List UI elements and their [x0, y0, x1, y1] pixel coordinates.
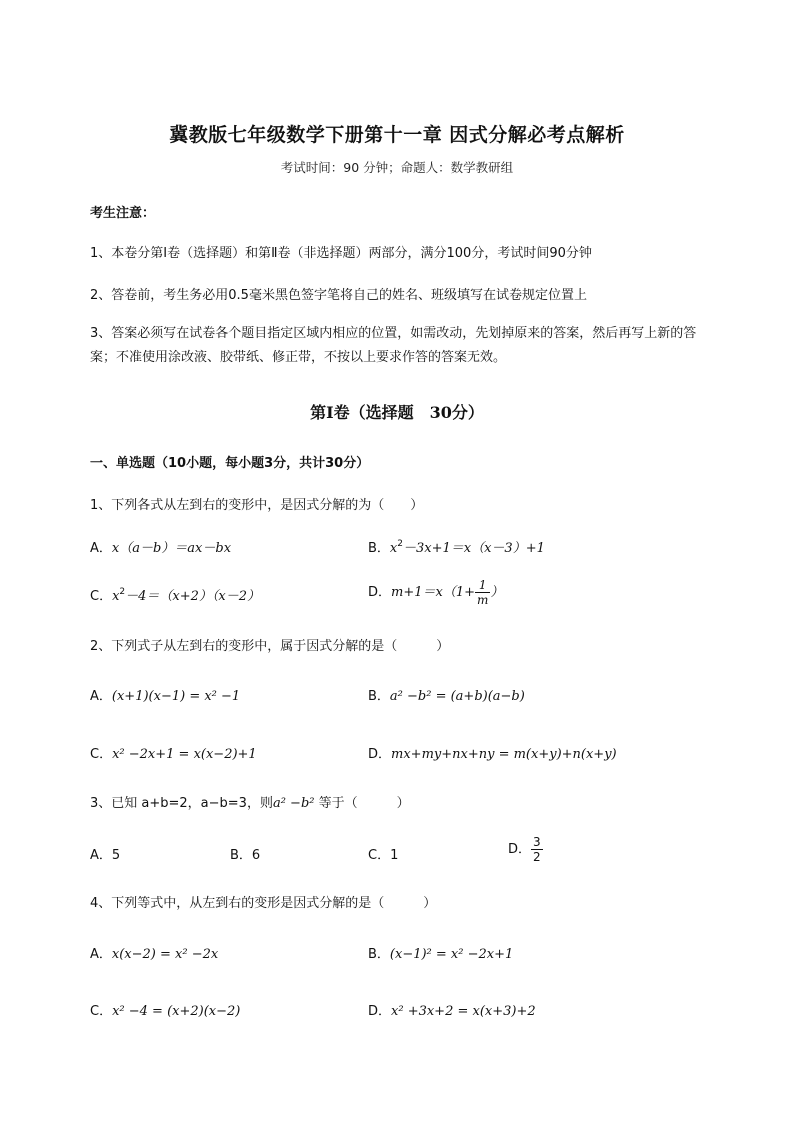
q2-option-c[interactable]	[90, 743, 257, 762]
fraction-numerator: 3	[533, 835, 541, 849]
option-sup: 2	[119, 587, 126, 597]
question-4-stem: 4、下列等式中，从左到右的变形是因式分解的是（ ）	[90, 896, 437, 911]
option-label: B．	[368, 947, 390, 962]
part-heading: 一、单选题（10小题，每小题3分，共计30分）	[90, 456, 370, 471]
option-text: x² −4 = (x+2)(x−2)	[112, 1004, 241, 1019]
exam-subtitle: 考试时间：90 分钟；命题人：数学教研组	[280, 160, 514, 175]
option-text-post: －3x+1＝x（x－3）+1	[403, 541, 545, 556]
q2-option-b[interactable]	[368, 685, 525, 704]
q1-option-b[interactable]	[368, 537, 545, 556]
q4-option-c[interactable]	[90, 1000, 240, 1019]
option-label: A．	[90, 541, 112, 556]
option-text: (x+1)(x−1) = x² −1	[111, 689, 241, 704]
fraction	[475, 578, 490, 607]
q1-option-d[interactable]	[368, 578, 503, 607]
option-text: 6	[251, 848, 261, 863]
q3-option-b[interactable]	[230, 844, 260, 863]
q3-option-a[interactable]	[90, 844, 120, 863]
option-label: A．	[90, 947, 112, 962]
option-label: D．	[508, 842, 532, 857]
notice-item-2: 2、答卷前，考生务必用0.5毫米黑色签字笔将自己的姓名、班级填写在试卷规定位置上	[90, 288, 587, 303]
notice-heading: 考生注意：	[90, 206, 156, 221]
option-text-post: ）	[490, 585, 504, 600]
option-label: C．	[90, 747, 113, 762]
question-2-stem: 2、下列式子从左到右的变形中，属于因式分解的是（ ）	[90, 639, 450, 654]
question-1-stem: 1、下列各式从左到右的变形中，是因式分解的为（ ）	[90, 498, 424, 513]
option-text: x² +3x+2 = x(x+3)+2	[391, 1004, 536, 1019]
q4-option-a[interactable]	[90, 943, 218, 962]
q3-option-c[interactable]	[368, 844, 398, 863]
option-text: a² −b² = (a+b)(a−b)	[389, 689, 525, 704]
stem-text-post: 等于（ ）	[314, 796, 410, 811]
option-label: D．	[368, 747, 392, 762]
q2-option-a[interactable]	[90, 685, 240, 704]
fraction	[531, 835, 543, 864]
option-text: x² −2x+1 = x(x−2)+1	[112, 747, 257, 762]
option-text: mx+my+nx+ny = m(x+y)+n(x+y)	[391, 747, 617, 762]
option-text-pre: m+1＝x（1+	[391, 585, 476, 600]
option-text: (x−1)² = x² −2x+1	[389, 947, 514, 962]
page-title: 冀教版七年级数学下册第十一章 因式分解必考点解析	[169, 124, 625, 146]
option-label: C．	[90, 589, 113, 604]
stem-math: a² −b²	[272, 796, 315, 811]
option-label: B．	[230, 848, 252, 863]
option-label: D．	[368, 1004, 392, 1019]
notice-item-1: 1、本卷分第Ⅰ卷（选择题）和第Ⅱ卷（非选择题）两部分，满分100分，考试时间90分钟	[90, 246, 592, 261]
option-label: B．	[368, 689, 390, 704]
q1-option-c[interactable]	[90, 585, 260, 604]
option-label: D．	[368, 585, 392, 600]
option-text: 1	[390, 848, 399, 863]
fraction-denominator: m	[477, 593, 489, 607]
notice-item-3: 3、答案必须写在试卷各个题目指定区域内相应的位置，如需改动，先划掉原来的答案，然后再写上新的答案；不准使用涂改液、胶带纸、修正带，不按以上要求作答的答案无效。	[90, 326, 697, 365]
stem-text-pre: 3、已知 a+b=2，a−b=3，则	[90, 796, 273, 811]
option-sup: 2	[397, 539, 403, 549]
question-3-stem	[90, 792, 410, 811]
option-label: A．	[90, 689, 112, 704]
option-label: B．	[368, 541, 390, 556]
q1-option-a[interactable]	[90, 537, 231, 556]
option-text-pre: x	[389, 541, 398, 556]
option-label: C．	[368, 848, 391, 863]
q4-option-b[interactable]	[368, 943, 513, 962]
option-text-pre: x	[112, 589, 120, 604]
q4-option-d[interactable]	[368, 1000, 536, 1019]
option-text: 5	[111, 848, 121, 863]
option-text: x(x−2) = x² −2x	[111, 947, 219, 962]
fraction-denominator: 2	[533, 850, 541, 864]
q3-option-d[interactable]	[508, 835, 543, 864]
q2-option-d[interactable]	[368, 743, 617, 762]
fraction-numerator: 1	[475, 578, 490, 593]
option-label: C．	[90, 1004, 113, 1019]
section-title: 第Ⅰ卷（选择题 30分）	[310, 403, 484, 422]
option-text-post: －4＝（x+2）（x－2）	[125, 589, 261, 604]
option-text: x（a－b）＝ax－bx	[111, 541, 232, 556]
option-label: A．	[90, 848, 112, 863]
